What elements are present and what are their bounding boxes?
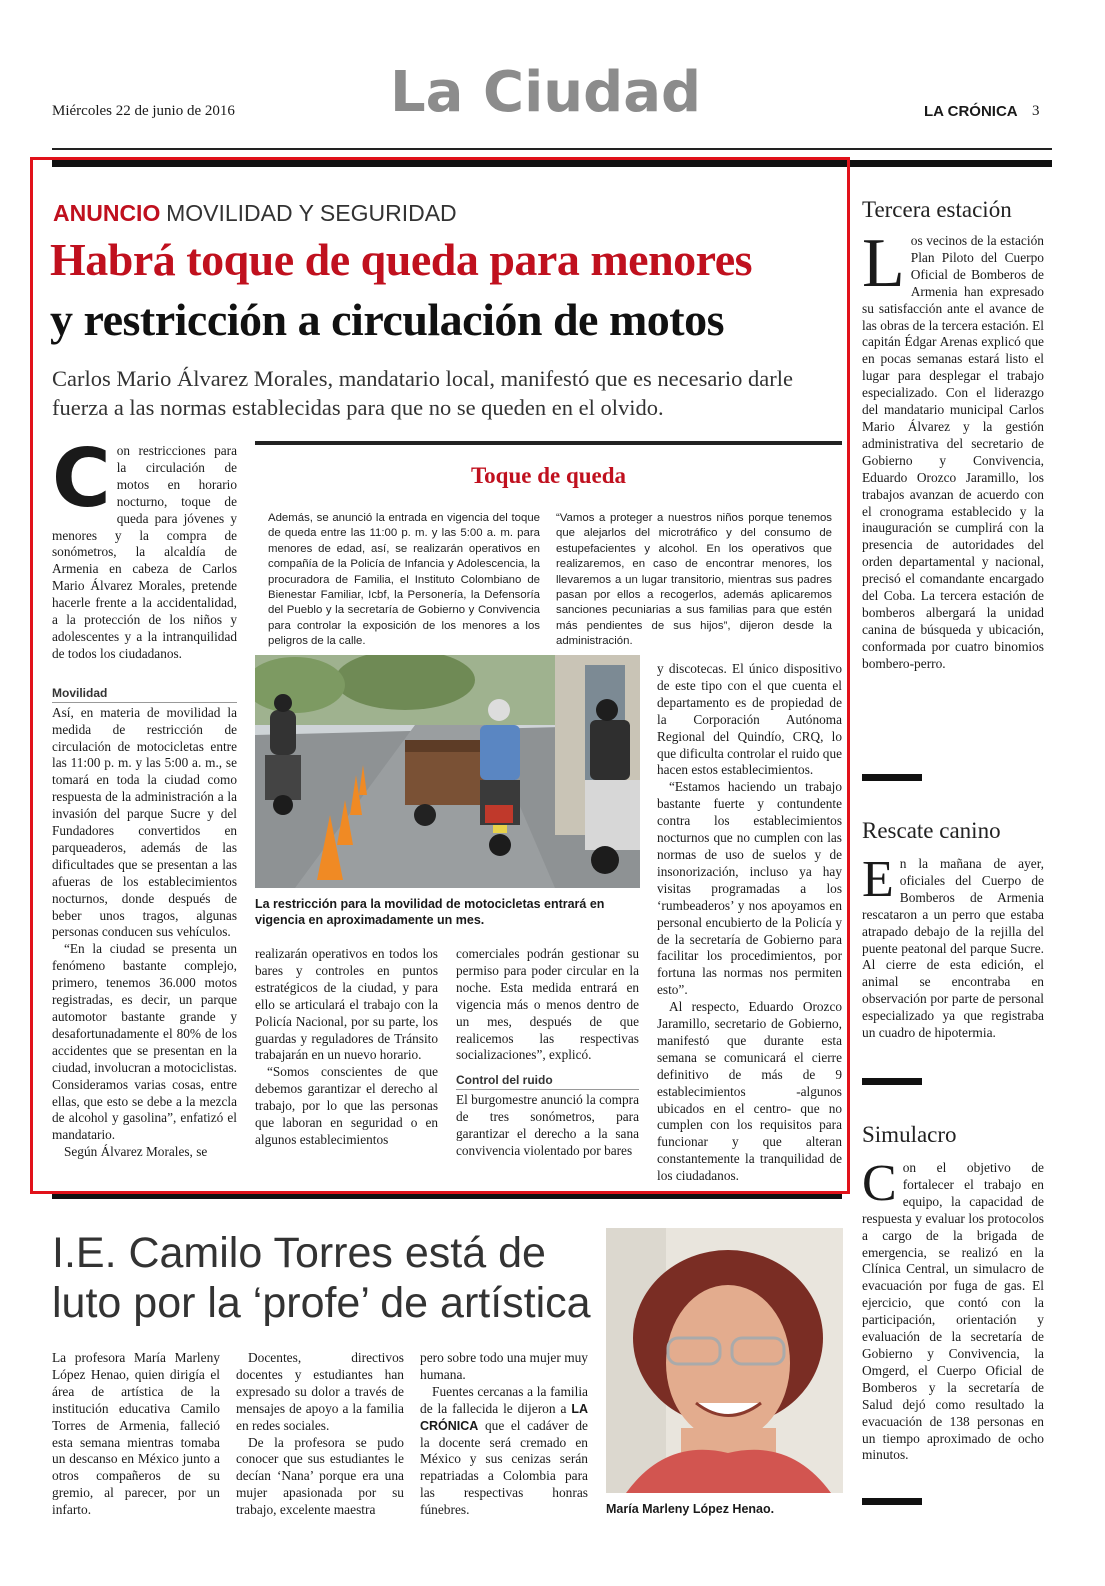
box-column-1: Además, se anunció la entrada en vigencia del toque de queda entre las 11:00 p. m. y las 5:00 a. m. para menores de edad, así, se realizarán operativos en compañía de la Policía de Infancia y Adolescencia, la procuradora de Familia, el Instituto Colombiano de Bienestar Familiar, Icbf, la Personería, la Defensoría del Pueblo y la secretaría de Gobierno y Convivencia para controlar la exposición de los menores a los peligros de la calle. bbox=[268, 512, 540, 648]
box-column-2: “Vamos a proteger a nuestros niños porque tenemos que alejarlos del microtráfico y del consumo de estupefacientes y alcohol. En los operativos que realizaremos, en caso de encontrar menores, los llevaremos a un lugar transitorio, mientras sus padres pasan por ellos a recogerlos, además aplicaremos sanciones pecuniarias a sus familias para que estén más pendientes de sus hijos”, dijeron desde la administración. bbox=[556, 512, 832, 648]
photo-illustration bbox=[255, 655, 640, 888]
edition-date: Miércoles 22 de junio de 2016 bbox=[52, 103, 235, 119]
brief-text: on el objetivo de fortalecer el trabajo en equipo, la capacidad de respuesta y evaluar los protocolos a cargo de la brigada de emergencia, se realizó en la Clínica Central, un simulacro de evacuación por fuga de gas. El ejercicio, que contó con la participación, orientación y evaluación de la secretaría de Gobierno y Convivencia, la Omgerd, el Cuerpo Oficial de Bomberos y la secretaría de Salud dejó como resultado la evacuación de 138 personas en un tiempo aproximado de ocho minutos. bbox=[862, 1160, 1044, 1463]
masthead-rule bbox=[52, 148, 1052, 150]
second-story-headline: I.E. Camilo Torres está de luto por la ‘profe’ de artística bbox=[52, 1229, 591, 1327]
paragraph: Al respecto, Eduardo Orozco Jaramillo, secretario de Gobierno, manifestó que durante esta semana se comunicará el cierre definitivo de más de 9 establecimientos -algunos ubicados en el centro- que no cumplen con los requisitos para funcionar y que alteran constantemente la tranquilidad de los ciudadanos. bbox=[657, 999, 842, 1184]
intro-paragraph: on restricciones para la circulación de motos en horario nocturno, toque de queda para jóvenes y menores y la compra de sonómetros, la alcaldía de Armenia en cabeza de Carlos Mario Álvarez Morales, pretende hacerle frente a la accidentalidad, a la protección de los niños y adolescentes y a la intranquilidad de todos los ciudadanos. bbox=[52, 443, 237, 661]
paragraph: El burgomestre anunció la compra de tres sonómetros, para garantizar el derecho a la sana convivencia violentado por bares bbox=[456, 1092, 639, 1158]
section-divider bbox=[52, 1194, 842, 1199]
second-story-column-3 bbox=[420, 1350, 588, 1519]
brief-title: Tercera estación bbox=[862, 197, 1012, 222]
paragraph: “En la ciudad se presenta un fenómeno bastante complejo, primero, tenemos 36.000 motos registradas, es decir, un parque automotor bastante grande y desafortunadamente el 80% de los accidentes que se presentan en la ciudad, involucran a motociclistas. Consideramos varias cosas, entre ellas, que esto se debe a la mezcla de alcohol y gasolina”, enfatizó el mandatario. bbox=[52, 941, 237, 1143]
paragraph-text: que el cadáver de la docente será cremado en México y sus cenizas serán repatriadas a Colombia para las respectivas honras fúnebres. bbox=[420, 1417, 588, 1518]
paragraph: “Estamos haciendo un trabajo bastante fuerte y contundente contra los establecimientos nocturnos que no cumplen con las normas de uso de suelos y de insonorización, incluso ya hay visitas programadas a los ‘rumbeaderos’ y nos apoyamos en personal encubierto de la Policía y de la secretaría de Gobierno para facilitar los procedimientos, por fortuna las normas nos permiten esto”. bbox=[657, 779, 842, 998]
story-deck: Carlos Mario Álvarez Morales, mandatario local, manifestó que es necesario darle fuerza a las normas establecidas para que no se queden en el olvido. bbox=[52, 366, 793, 420]
second-story-column-2 bbox=[236, 1350, 404, 1519]
kicker-topic: MOVILIDAD Y SEGURIDAD bbox=[166, 200, 457, 226]
paragraph: “Somos conscientes de que debemos garantizar el derecho al trabajo, por lo que las personas que laboran en seguridad o en algunos establecimientos bbox=[255, 1064, 438, 1147]
paragraph: Así, en materia de movilidad la medida de restricción de circulación de motocicletas entre las 11:00 p. m. y las 5:00 a. m., se tomará en toda la ciudad como respuesta de la administración a la invasión del parque Sucre y del Fundadores convertidos en parqueaderos, además de las dificultades que se presentan a las afueras de los establecimientos nocturnos, donde después de beber unos tragos, algunas personas conducen sus vehículos. bbox=[52, 704, 237, 940]
motorcycle-street-photo bbox=[255, 655, 640, 888]
brief-title: Simulacro bbox=[862, 1122, 957, 1147]
newspaper-name-inline: LA CRÓNICA bbox=[420, 1401, 588, 1433]
article-column-4 bbox=[657, 661, 842, 1185]
second-story-column-1: La profesora María Marleny López Henao, quien dirigía el área de artística de la institución educativa Camilo Torres de Armenia, falleció esta semana mientras tomaba un descanso en México junto a otros compañeros de su gremio, al parecer, por un infarto. bbox=[52, 1350, 220, 1518]
drop-cap: C bbox=[862, 1155, 897, 1212]
box-title: Toque de queda bbox=[470, 463, 627, 488]
paragraph: pero sobre todo una mujer muy humana. bbox=[420, 1350, 588, 1382]
paragraph: comerciales podrán gestionar su permiso para poder circular en la noche. Esta medida entrará en vigencia más o menos dentro de un mes, después de que realicemos las respectivas socializaciones”, explicó. bbox=[456, 946, 639, 1063]
paragraph bbox=[420, 1384, 588, 1519]
subhead-movilidad: Movilidad bbox=[52, 685, 237, 703]
sidebar-brief-3 bbox=[862, 1122, 1044, 1464]
sidebar-brief-1 bbox=[862, 197, 1044, 673]
brief-text: n la mañana de ayer, oficiales del Cuerpo de Bomberos de Armenia rescataron a un perro que estaba atrapado debajo de la rejilla del puente peatonal del parque Sucre. Al cierre de esta edición, el animal se encontraba en observación por parte de personal especializado ya que registraba un cuadro de hipotermia. bbox=[862, 856, 1044, 1041]
article-column-1 bbox=[52, 432, 237, 1161]
paragraph: Docentes, directivos docentes y estudiantes han expresado su dolor a través de mensajes de apoyo a la familia en redes sociales. bbox=[236, 1350, 404, 1433]
newspaper-name: LA CRÓNICA bbox=[924, 103, 1018, 120]
headline-line-1: Habrá toque de queda para menores bbox=[50, 234, 753, 285]
drop-cap: C bbox=[52, 432, 111, 525]
paragraph-text: Fuentes cercanas a la familia de la fallecida le dijeron a bbox=[420, 1383, 588, 1416]
sidebar-divider bbox=[862, 774, 922, 781]
portrait-illustration bbox=[606, 1228, 843, 1493]
headline-line-2: y restricción a circulación de motos bbox=[50, 294, 724, 345]
drop-cap: L bbox=[862, 225, 905, 302]
story-kicker bbox=[53, 200, 457, 227]
portrait-caption: María Marleny López Henao. bbox=[606, 1502, 775, 1516]
sidebar-brief-2 bbox=[862, 818, 1044, 1042]
article-column-2 bbox=[255, 946, 438, 1149]
subhead-control-ruido: Control del ruido bbox=[456, 1072, 639, 1090]
paragraph: realizarán operativos en todos los bares y controles en puntos estratégicos de la ciudad, y para ello se articulará el trabajo con la Policía Nacional, por su parte, los guardas y reguladores de Tránsito trabajarán en un nuevo horario. bbox=[255, 946, 438, 1063]
brief-text: os vecinos de la estación Plan Piloto del Cuerpo Oficial de Bomberos de Armenia han expresado su satisfacción ante el avance de las obras de la tercera estación. El capitán Édgar Arenas explicó que en pocas semanas estará listo el lugar para desplegar el trabajo especializado. Con el liderazgo del mandatario municipal Carlos Mario Álvarez y la gestión administrativa del secretario de Gobierno y Convivencia, Eduardo Orozco Jaramillo, los trabajos avanzan de acuerdo con el cronograma establecido y la inauguración se cumplirá con la presencia de autoridades del orden departamental y nacional, precisó el comandante encargado del Coba. La tercera estación de bomberos albergará la unidad canina de búsqueda y ubicación, conformada por cuatro binomios bombero-perro. bbox=[862, 233, 1044, 671]
paragraph: Según Álvarez Morales, se bbox=[64, 1144, 208, 1160]
paragraph: De la profesora se pudo conocer que sus estudiantes le decían ‘Nana’ porque era una mujer apasionada por su trabajo, excelente maestra bbox=[236, 1434, 404, 1518]
page-number: 3 bbox=[1032, 103, 1040, 119]
article-column-3 bbox=[456, 946, 639, 1160]
photo-caption: La restricción para la movilidad de motocicletas entrará en vigencia en aproximadamente un mes. bbox=[255, 897, 605, 927]
sidebar-divider bbox=[862, 1498, 922, 1505]
drop-cap: E bbox=[862, 851, 894, 908]
paragraph: y discotecas. El único dispositivo de este tipo con el que cuenta el departamento es de propiedad de la Corporación Autónoma Regional del Quindío, CRQ, lo que dificulta controlar el ruido que hacen estos establecimientos. bbox=[657, 661, 842, 778]
teacher-portrait-photo bbox=[606, 1228, 843, 1493]
sidebar-divider bbox=[862, 1078, 922, 1085]
brief-title: Rescate canino bbox=[862, 818, 1001, 843]
section-title: La Ciudad bbox=[390, 60, 702, 125]
box-top-rule bbox=[255, 441, 842, 445]
kicker-label: ANUNCIO bbox=[53, 200, 161, 226]
